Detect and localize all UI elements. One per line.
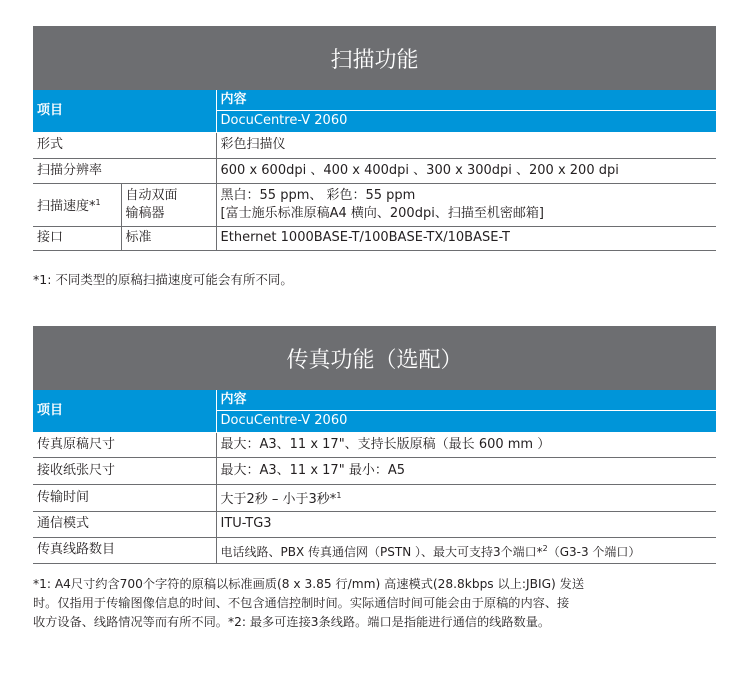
row-value (216, 537, 716, 563)
scan-header-content: 内容 (217, 90, 717, 111)
fax-header-item: 项目 (33, 390, 216, 432)
fax-section (33, 326, 716, 564)
table-row (33, 484, 716, 511)
scan-section (33, 26, 716, 251)
row-label-text: 扫描速度* (37, 198, 96, 214)
fax-footnote-line: 收方设备、线路情况等而有所不同。*2: 最多可连接3条线路。端口是指能进行通信的线路数量。 (33, 615, 551, 629)
row-label: 传真线路数目 (33, 537, 216, 563)
row-label: 通信模式 (33, 511, 216, 537)
table-row (33, 537, 716, 563)
row-sublabel: 标准 (121, 226, 216, 250)
footnote-mark: 1 (336, 490, 342, 500)
row-value (216, 183, 716, 226)
row-value: ITU-TG3 (216, 511, 716, 537)
scan-table-header (33, 90, 716, 132)
fax-footnote-line: 时。仅指用于传输图像信息的时间、不包含通信控制时间。实际通信时间可能会由于原稿的内容、接 (33, 596, 570, 610)
row-value: 最大：A3、11 x 17" 最小：A5 (216, 457, 716, 484)
row-value: 彩色扫描仪 (216, 132, 716, 158)
table-row (33, 457, 716, 484)
fax-footnote (33, 575, 723, 632)
row-sublabel-line: 输稿器 (125, 205, 165, 221)
row-label: 传真原稿尺寸 (33, 432, 216, 457)
footnote-mark: 2 (542, 543, 548, 553)
scan-footnote: *1: 不同类型的原稿扫描速度可能会有所不同。 (33, 272, 293, 287)
scan-section-title: 扫描功能 (33, 26, 716, 90)
fax-footnote-line: *1: A4尺寸约含700个字符的原稿以标准画质(8 x 3.85 行/mm) 高速模式(28.8kbps 以上:JBIG) 发送 (33, 577, 585, 591)
fax-table-header (33, 390, 716, 432)
row-label: 扫描分辨率 (33, 158, 216, 183)
fax-header-content-cell (216, 390, 716, 432)
scan-header-item: 项目 (33, 90, 216, 132)
table-row (33, 226, 716, 250)
row-label: 接口 (33, 226, 121, 250)
fax-header-model: DocuCentre-V 2060 (220, 413, 348, 429)
row-value (216, 484, 716, 511)
row-label: 形式 (33, 132, 216, 158)
row-value-line: [富士施乐标准原稿A4 横向、200dpi、扫描至机密邮箱] (220, 205, 544, 221)
table-row (33, 511, 716, 537)
row-value-text: （G3-3 个端口） (547, 544, 641, 559)
fax-header-content: 内容 (217, 390, 717, 411)
fax-spec-table (33, 390, 716, 564)
row-sublabel-line: 自动双面 (125, 187, 178, 203)
table-row (33, 132, 716, 158)
footnote-mark: 1 (95, 197, 101, 207)
row-value-line: 黑白：55 ppm、 彩色：55 ppm (220, 187, 416, 203)
scan-header-model: DocuCentre-V 2060 (220, 113, 348, 129)
row-sublabel (121, 183, 216, 226)
row-value: 最大：A3、11 x 17"、支持长版原稿（最长 600 mm ） (216, 432, 716, 457)
row-value-text: 电话线路、PBX 传真通信网（PSTN ）、最大可支持3个端口* (220, 544, 543, 559)
table-row (33, 183, 716, 226)
row-label: 接收纸张尺寸 (33, 457, 216, 484)
scan-header-content-cell (216, 90, 716, 132)
row-label (33, 183, 121, 226)
table-row (33, 432, 716, 457)
row-value: Ethernet 1000BASE-T/100BASE-TX/10BASE-T (216, 226, 716, 250)
scan-spec-table (33, 90, 716, 251)
fax-section-title: 传真功能（选配） (33, 326, 716, 390)
row-label: 传输时间 (33, 484, 216, 511)
row-value-text: 大于2秒 – 小于3秒* (220, 491, 337, 507)
row-value: 600 x 600dpi 、400 x 400dpi 、300 x 300dpi 、200 x 200 dpi (216, 158, 716, 183)
table-row (33, 158, 716, 183)
